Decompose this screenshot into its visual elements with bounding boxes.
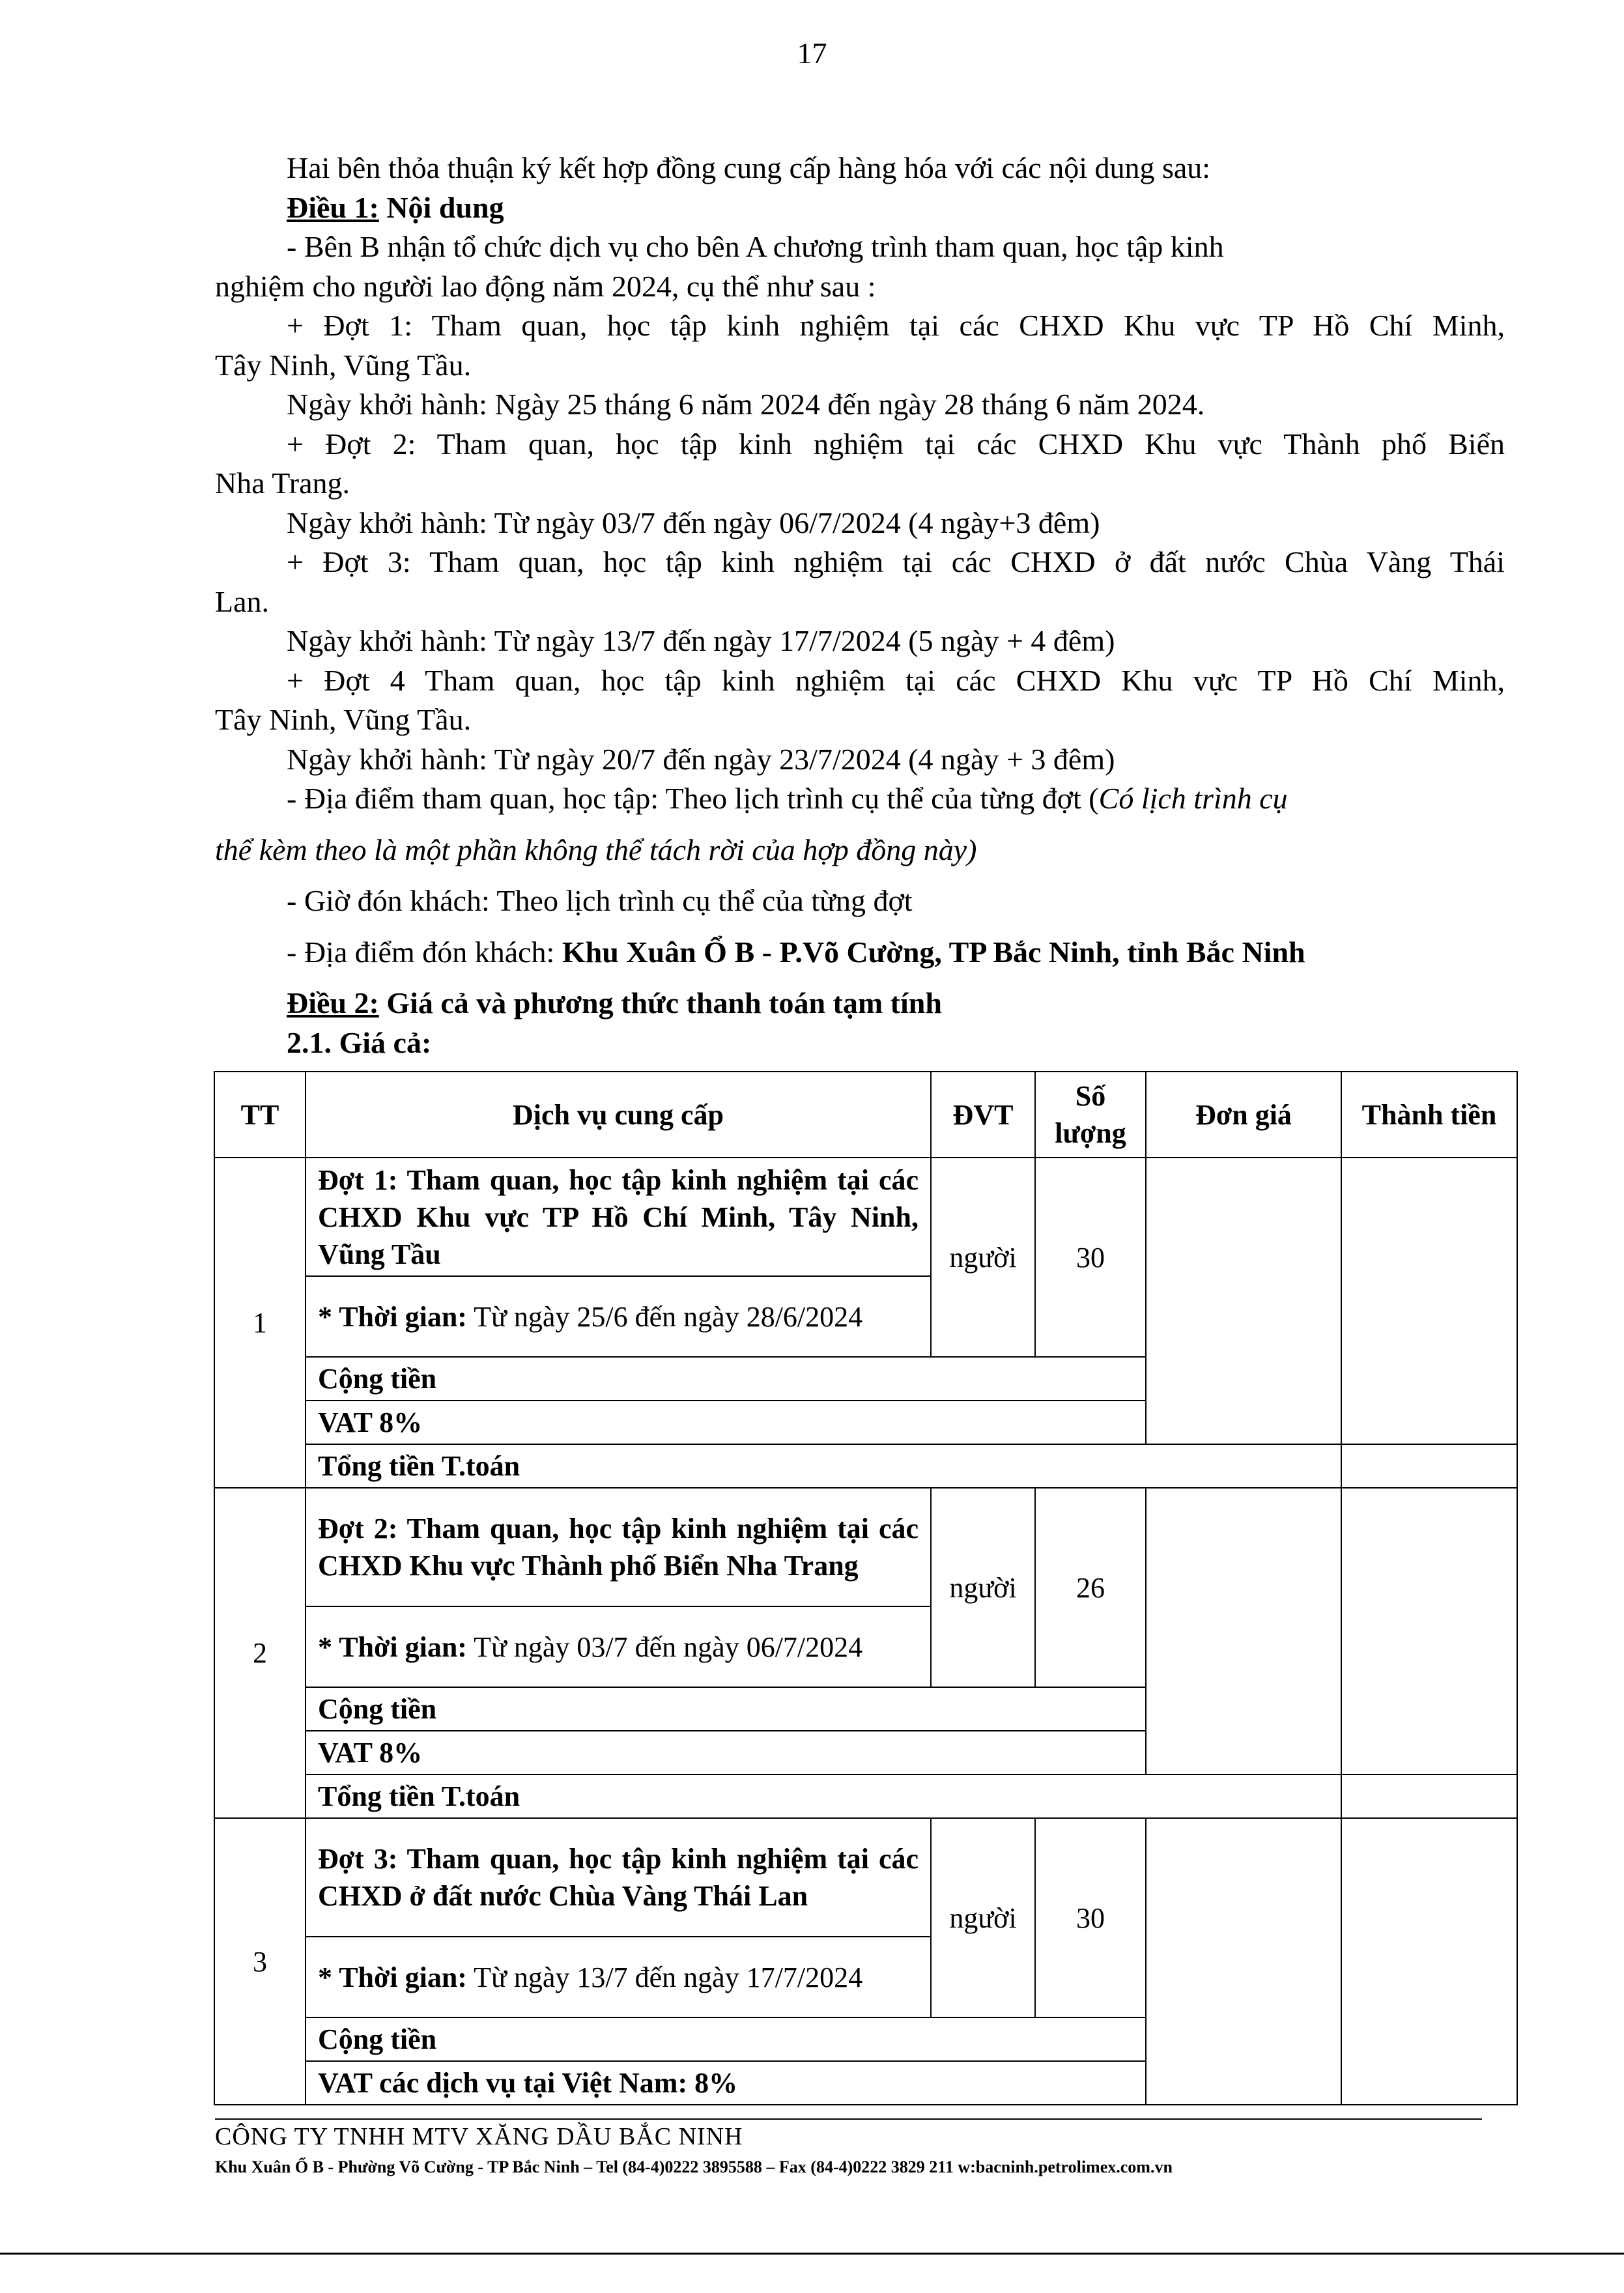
row1-grand-total	[1341, 1444, 1517, 1488]
header-unit: ĐVT	[931, 1072, 1035, 1158]
row3-qty: 30	[1035, 1818, 1146, 2017]
row2-tt: 2	[214, 1488, 306, 1818]
row1-tt: 1	[214, 1158, 306, 1488]
table-row	[214, 1158, 1517, 1276]
row2-subtotal: Cộng tiền	[306, 1687, 1146, 1731]
article2-title: Giá cả và phương thức thanh toán tạm tính	[386, 986, 942, 1019]
dot1-line-b: Tây Ninh, Vũng Tầu.	[215, 348, 472, 382]
article1-p1b: nghiệm cho người lao động năm 2024, cụ thể như sau :	[215, 269, 876, 303]
header-service: Dịch vụ cung cấp	[306, 1072, 931, 1158]
row2-total	[1341, 1488, 1517, 1774]
pickup-place-label: - Địa điểm đón khách:	[287, 935, 562, 969]
article2-sub: 2.1. Giá cả:	[287, 1025, 432, 1059]
row3-time-value: Từ ngày 13/7 đến ngày 17/7/2024	[466, 1961, 863, 1993]
visit-place-text: - Địa điểm tham quan, học tập: Theo lịch trình cụ thể của từng đợt (	[287, 782, 1099, 815]
row1-grand: Tổng tiền T.toán	[306, 1444, 1341, 1488]
dot4-date: Ngày khởi hành: Từ ngày 20/7 đến ngày 23/7/2024 (4 ngày + 3 đêm)	[287, 742, 1115, 776]
header-tt: TT	[214, 1072, 306, 1158]
row1-time-label: * Thời gian:	[318, 1300, 467, 1333]
row3-time-label: * Thời gian:	[318, 1961, 467, 1993]
row1-subtotal: Cộng tiền	[306, 1357, 1146, 1401]
row1-total	[1341, 1158, 1517, 1444]
row3-unit: người	[931, 1818, 1035, 2017]
row3-total	[1341, 1818, 1517, 2105]
article1-p1a: - Bên B nhận tổ chức dịch vụ cho bên A chương trình tham quan, học tập kinh	[287, 230, 1224, 263]
visit-place-italic: Có lịch trình cụ	[1098, 782, 1288, 815]
footer-company: CÔNG TY TNHH MTV XĂNG DẦU BẮC NINH	[215, 2123, 743, 2150]
article1-heading	[215, 188, 1505, 228]
article2-heading	[215, 984, 1505, 1023]
dot4-line-a: + Đợt 4 Tham quan, học tập kinh nghiệm tại các CHXD Khu vực TP Hồ Chí Minh,	[287, 663, 1505, 697]
row2-vat: VAT 8%	[306, 1731, 1146, 1774]
row2-qty: 26	[1035, 1488, 1146, 1687]
dot2-line-b: Nha Trang.	[215, 466, 350, 500]
article1-title: Nội dung	[386, 190, 504, 224]
table-row	[214, 1818, 1517, 1937]
row1-price	[1146, 1158, 1341, 1444]
header-price: Đơn giá	[1146, 1072, 1341, 1158]
row3-time	[306, 1937, 931, 2017]
header-qty-line1: Số	[1075, 1080, 1106, 1112]
intro-text: Hai bên thỏa thuận ký kết hợp đồng cung cấp hàng hóa với các nội dung sau:	[287, 151, 1211, 184]
row3-subtotal: Cộng tiền	[306, 2017, 1146, 2061]
dot2-line-a: + Đợt 2: Tham quan, học tập kinh nghiệm tại các CHXD Khu vực Thành phố Biển	[287, 427, 1505, 461]
dot2-date: Ngày khởi hành: Từ ngày 03/7 đến ngày 06/7/2024 (4 ngày+3 đêm)	[287, 506, 1100, 539]
pickup-time: - Giờ đón khách: Theo lịch trình cụ thể của từng đợt	[287, 884, 913, 917]
dot1-line-a: + Đợt 1: Tham quan, học tập kinh nghiệm tại các CHXD Khu vực TP Hồ Chí Minh,	[287, 309, 1505, 342]
dot1-date: Ngày khởi hành: Ngày 25 tháng 6 năm 2024 đến ngày 28 tháng 6 năm 2024.	[287, 388, 1205, 421]
row1-unit: người	[931, 1158, 1035, 1357]
row3-tt: 3	[214, 1818, 306, 2105]
article2-label: Điều 2:	[287, 986, 379, 1019]
contract-body	[215, 149, 1505, 1062]
table-header-row	[214, 1072, 1517, 1158]
row2-time-label: * Thời gian:	[318, 1631, 467, 1663]
row2-title: Đợt 2: Tham quan, học tập kinh nghiệm tại các CHXD Khu vực Thành phố Biển Nha Trang	[306, 1488, 931, 1606]
footer-divider	[215, 2118, 1482, 2120]
dot3-line-b: Lan.	[215, 584, 270, 618]
header-total: Thành tiền	[1341, 1072, 1517, 1158]
dot4-line-b: Tây Ninh, Vũng Tầu.	[215, 703, 472, 736]
row1-time	[306, 1276, 931, 1357]
dot3-date: Ngày khởi hành: Từ ngày 13/7 đến ngày 17/7/2024 (5 ngày + 4 đêm)	[287, 624, 1115, 657]
row1-time-value: Từ ngày 25/6 đến ngày 28/6/2024	[466, 1300, 863, 1333]
price-table	[214, 1071, 1518, 2105]
table-row	[214, 1444, 1517, 1488]
row1-title: Đợt 1: Tham quan, học tập kinh nghiệm tại các CHXD Khu vực TP Hồ Chí Minh, Tây Ninh, Vũng Tầu	[306, 1158, 931, 1276]
row2-time	[306, 1606, 931, 1687]
footer-contact: Khu Xuân Ổ B - Phường Võ Cường - TP Bắc Ninh – Tel (84-4)0222 3895588 – Fax (84-4)0222 3829 211 w:bacninh.petrolimex.com.vn	[215, 2158, 1173, 2176]
row3-price	[1146, 1818, 1341, 2105]
table-row	[214, 1488, 1517, 1606]
row2-price	[1146, 1488, 1341, 1774]
row1-qty: 30	[1035, 1158, 1146, 1357]
pickup-place-value: Khu Xuân Ổ B - P.Võ Cường, TP Bắc Ninh, tỉnh Bắc Ninh	[562, 935, 1305, 969]
page-number: 17	[797, 36, 827, 70]
header-qty	[1035, 1072, 1146, 1158]
article1-label: Điều 1:	[287, 190, 379, 224]
row2-time-value: Từ ngày 03/7 đến ngày 06/7/2024	[466, 1631, 863, 1663]
table-row	[214, 1774, 1517, 1818]
row3-title: Đợt 3: Tham quan, học tập kinh nghiệm tại các CHXD ở đất nước Chùa Vàng Thái Lan	[306, 1818, 931, 1937]
row2-grand: Tổng tiền T.toán	[306, 1774, 1341, 1818]
row1-vat: VAT 8%	[306, 1401, 1146, 1444]
scan-edge-line	[0, 2253, 1624, 2255]
row2-unit: người	[931, 1488, 1035, 1687]
visit-place-line-b: thể kèm theo là một phần không thể tách rời của hợp đồng này)	[215, 833, 977, 866]
pickup-place	[215, 933, 1505, 973]
row2-grand-total	[1341, 1774, 1517, 1818]
header-qty-line2: lượng	[1055, 1117, 1126, 1149]
visit-place-line-a	[215, 779, 1505, 819]
row3-vat: VAT các dịch vụ tại Việt Nam: 8%	[306, 2061, 1146, 2105]
dot3-line-a: + Đợt 3: Tham quan, học tập kinh nghiệm tại các CHXD ở đất nước Chùa Vàng Thái	[287, 545, 1505, 578]
